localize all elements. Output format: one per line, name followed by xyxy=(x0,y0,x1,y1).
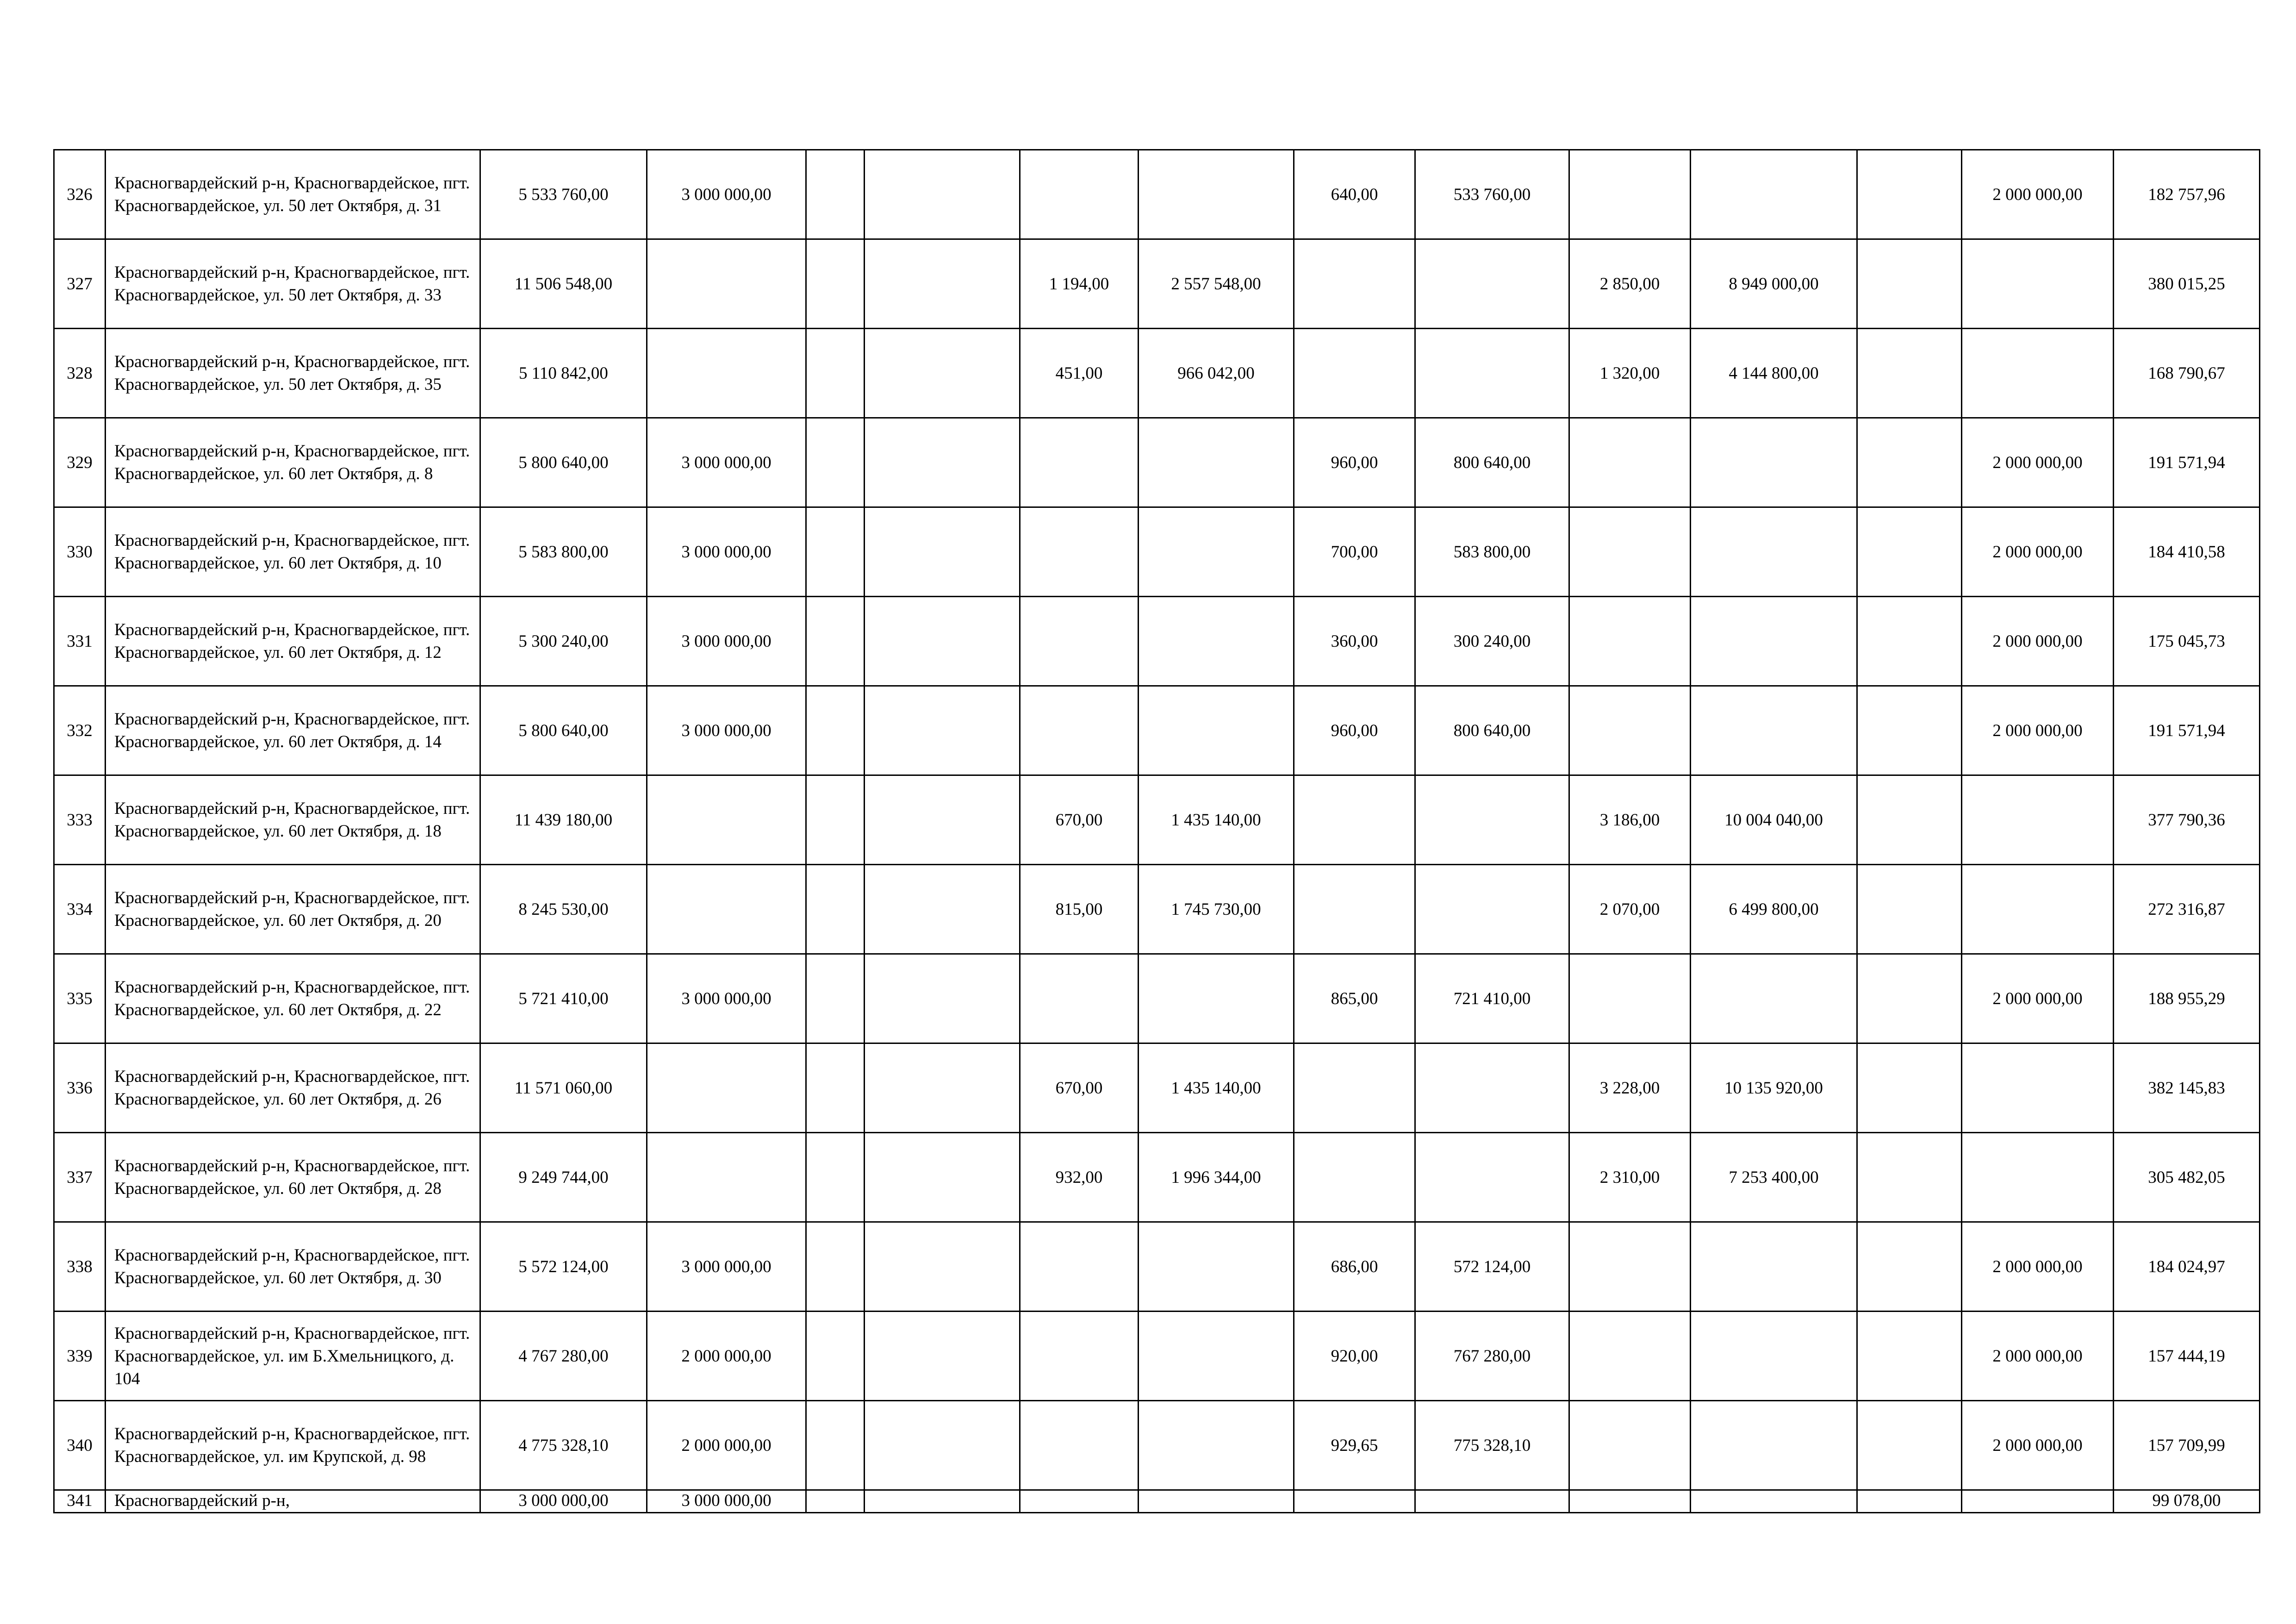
contribution-cell: 182 757,96 xyxy=(2114,150,2260,239)
table-body xyxy=(54,150,2260,1513)
volume-d-cell xyxy=(1569,1222,1691,1312)
cell-3-cell xyxy=(806,239,865,329)
cell-4-cell xyxy=(865,865,1020,954)
cost-a-cell xyxy=(647,865,806,954)
contribution-cell: 382 145,83 xyxy=(2114,1043,2260,1133)
cell-11-cell xyxy=(1857,1490,1962,1513)
table-row xyxy=(54,1222,2260,1312)
volume-b-cell xyxy=(1020,150,1139,239)
cell-3-cell xyxy=(806,1401,865,1490)
volume-c-cell: 640,00 xyxy=(1294,150,1415,239)
row-number: 341 xyxy=(54,1490,106,1513)
volume-b-cell: 670,00 xyxy=(1020,775,1139,865)
contribution-cell: 377 790,36 xyxy=(2114,775,2260,865)
volume-d-cell xyxy=(1569,597,1691,686)
cost-e-cell: 2 000 000,00 xyxy=(1962,686,2114,775)
total-cost-cell: 5 110 842,00 xyxy=(480,329,647,418)
cost-b-cell xyxy=(1139,954,1294,1043)
cell-11-cell xyxy=(1857,1222,1962,1312)
cost-c-cell: 800 640,00 xyxy=(1415,686,1569,775)
cell-11-cell xyxy=(1857,686,1962,775)
volume-c-cell xyxy=(1294,865,1415,954)
cell-3-cell xyxy=(806,507,865,597)
volume-c-cell: 960,00 xyxy=(1294,686,1415,775)
cost-c-cell: 775 328,10 xyxy=(1415,1401,1569,1490)
cell-4-cell xyxy=(865,954,1020,1043)
cell-3-cell xyxy=(806,418,865,507)
cost-d-cell xyxy=(1691,597,1857,686)
address-cell: Красногвардейский р-н, xyxy=(106,1490,480,1513)
cost-d-cell xyxy=(1691,1312,1857,1401)
table-row xyxy=(54,239,2260,329)
cell-4-cell xyxy=(865,1043,1020,1133)
cell-11-cell xyxy=(1857,865,1962,954)
cost-a-cell: 3 000 000,00 xyxy=(647,1222,806,1312)
cost-a-cell: 3 000 000,00 xyxy=(647,507,806,597)
volume-d-cell xyxy=(1569,1490,1691,1513)
volume-d-cell xyxy=(1569,150,1691,239)
contribution-cell: 272 316,87 xyxy=(2114,865,2260,954)
cost-d-cell xyxy=(1691,1490,1857,1513)
cost-b-cell: 1 745 730,00 xyxy=(1139,865,1294,954)
table-row xyxy=(54,329,2260,418)
cost-b-cell xyxy=(1139,150,1294,239)
volume-b-cell xyxy=(1020,954,1139,1043)
cost-e-cell xyxy=(1962,239,2114,329)
volume-c-cell: 865,00 xyxy=(1294,954,1415,1043)
cell-3-cell xyxy=(806,1312,865,1401)
total-cost-cell: 4 767 280,00 xyxy=(480,1312,647,1401)
address-cell: Красногвардейский р-н, Красногвардейское, пгт. Красногвардейское, ул. 50 лет Октября, д. 33 xyxy=(106,239,480,329)
table-row xyxy=(54,686,2260,775)
cost-a-cell: 3 000 000,00 xyxy=(647,597,806,686)
volume-c-cell: 686,00 xyxy=(1294,1222,1415,1312)
volume-d-cell: 1 320,00 xyxy=(1569,329,1691,418)
volume-d-cell: 2 850,00 xyxy=(1569,239,1691,329)
cell-3-cell xyxy=(806,686,865,775)
cell-11-cell xyxy=(1857,954,1962,1043)
address-cell: Красногвардейский р-н, Красногвардейское, пгт. Красногвардейское, ул. 60 лет Октября, д. 14 xyxy=(106,686,480,775)
contribution-cell: 184 024,97 xyxy=(2114,1222,2260,1312)
table-row xyxy=(54,150,2260,239)
cost-b-cell: 1 435 140,00 xyxy=(1139,775,1294,865)
cell-3-cell xyxy=(806,1222,865,1312)
row-number: 330 xyxy=(54,507,106,597)
cost-e-cell: 2 000 000,00 xyxy=(1962,1312,2114,1401)
cell-3-cell xyxy=(806,1043,865,1133)
cost-b-cell xyxy=(1139,1490,1294,1513)
cost-c-cell: 800 640,00 xyxy=(1415,418,1569,507)
address-cell: Красногвардейский р-н, Красногвардейское, пгт. Красногвардейское, ул. им Б.Хмельницкого, д. 104 xyxy=(106,1312,480,1401)
cost-e-cell: 2 000 000,00 xyxy=(1962,1401,2114,1490)
total-cost-cell: 4 775 328,10 xyxy=(480,1401,647,1490)
cell-4-cell xyxy=(865,1401,1020,1490)
cost-e-cell xyxy=(1962,1490,2114,1513)
cost-e-cell xyxy=(1962,1133,2114,1222)
total-cost-cell: 3 000 000,00 xyxy=(480,1490,647,1513)
row-number: 326 xyxy=(54,150,106,239)
row-number: 329 xyxy=(54,418,106,507)
address-cell: Красногвардейский р-н, Красногвардейское, пгт. Красногвардейское, ул. 60 лет Октября, д. 18 xyxy=(106,775,480,865)
volume-d-cell xyxy=(1569,1401,1691,1490)
table-row xyxy=(54,1133,2260,1222)
cost-b-cell xyxy=(1139,1401,1294,1490)
table-row xyxy=(54,1401,2260,1490)
cell-3-cell xyxy=(806,329,865,418)
cost-a-cell: 3 000 000,00 xyxy=(647,1490,806,1513)
cost-d-cell: 7 253 400,00 xyxy=(1691,1133,1857,1222)
volume-d-cell: 3 186,00 xyxy=(1569,775,1691,865)
volume-c-cell: 700,00 xyxy=(1294,507,1415,597)
row-number: 336 xyxy=(54,1043,106,1133)
row-number: 328 xyxy=(54,329,106,418)
address-cell: Красногвардейский р-н, Красногвардейское, пгт. Красногвардейское, ул. 50 лет Октября, д. 35 xyxy=(106,329,480,418)
cell-4-cell xyxy=(865,150,1020,239)
volume-d-cell xyxy=(1569,418,1691,507)
address-cell: Красногвардейский р-н, Красногвардейское, пгт. Красногвардейское, ул. 50 лет Октября, д. 31 xyxy=(106,150,480,239)
address-cell: Красногвардейский р-н, Красногвардейское, пгт. Красногвардейское, ул. 60 лет Октября, д. 30 xyxy=(106,1222,480,1312)
total-cost-cell: 11 506 548,00 xyxy=(480,239,647,329)
cost-d-cell xyxy=(1691,1401,1857,1490)
total-cost-cell: 5 300 240,00 xyxy=(480,597,647,686)
cell-11-cell xyxy=(1857,150,1962,239)
cell-3-cell xyxy=(806,1133,865,1222)
address-cell: Красногвардейский р-н, Красногвардейское, пгт. Красногвардейское, ул. 60 лет Октября, д. 12 xyxy=(106,597,480,686)
table-row xyxy=(54,954,2260,1043)
cell-4-cell xyxy=(865,686,1020,775)
cell-3-cell xyxy=(806,954,865,1043)
total-cost-cell: 8 245 530,00 xyxy=(480,865,647,954)
contribution-cell: 191 571,94 xyxy=(2114,686,2260,775)
cost-e-cell: 2 000 000,00 xyxy=(1962,150,2114,239)
row-number: 334 xyxy=(54,865,106,954)
cost-b-cell xyxy=(1139,597,1294,686)
volume-c-cell xyxy=(1294,1133,1415,1222)
volume-d-cell: 2 070,00 xyxy=(1569,865,1691,954)
cell-11-cell xyxy=(1857,1312,1962,1401)
cell-4-cell xyxy=(865,597,1020,686)
row-number: 340 xyxy=(54,1401,106,1490)
cost-c-cell xyxy=(1415,329,1569,418)
cost-d-cell xyxy=(1691,1222,1857,1312)
cost-c-cell xyxy=(1415,775,1569,865)
row-number: 338 xyxy=(54,1222,106,1312)
cost-e-cell: 2 000 000,00 xyxy=(1962,1222,2114,1312)
cell-4-cell xyxy=(865,1222,1020,1312)
table-row xyxy=(54,507,2260,597)
volume-b-cell: 1 194,00 xyxy=(1020,239,1139,329)
cost-a-cell xyxy=(647,1043,806,1133)
cost-a-cell xyxy=(647,329,806,418)
total-cost-cell: 5 721 410,00 xyxy=(480,954,647,1043)
volume-b-cell xyxy=(1020,1222,1139,1312)
cost-a-cell: 3 000 000,00 xyxy=(647,418,806,507)
contribution-cell: 188 955,29 xyxy=(2114,954,2260,1043)
cost-b-cell xyxy=(1139,507,1294,597)
cost-d-cell: 10 135 920,00 xyxy=(1691,1043,1857,1133)
cost-a-cell xyxy=(647,239,806,329)
volume-b-cell xyxy=(1020,597,1139,686)
cost-b-cell: 2 557 548,00 xyxy=(1139,239,1294,329)
table-row xyxy=(54,1312,2260,1401)
contribution-cell: 305 482,05 xyxy=(2114,1133,2260,1222)
cost-d-cell: 6 499 800,00 xyxy=(1691,865,1857,954)
cost-b-cell xyxy=(1139,1222,1294,1312)
cell-3-cell xyxy=(806,865,865,954)
row-number: 335 xyxy=(54,954,106,1043)
cost-a-cell: 2 000 000,00 xyxy=(647,1401,806,1490)
cost-c-cell xyxy=(1415,1490,1569,1513)
cost-d-cell xyxy=(1691,418,1857,507)
row-number: 332 xyxy=(54,686,106,775)
cost-e-cell xyxy=(1962,775,2114,865)
cost-e-cell: 2 000 000,00 xyxy=(1962,597,2114,686)
cell-11-cell xyxy=(1857,597,1962,686)
address-cell: Красногвардейский р-н, Красногвардейское, пгт. Красногвардейское, ул. 60 лет Октября, д. 22 xyxy=(106,954,480,1043)
volume-d-cell xyxy=(1569,954,1691,1043)
volume-c-cell: 360,00 xyxy=(1294,597,1415,686)
cost-c-cell: 572 124,00 xyxy=(1415,1222,1569,1312)
volume-b-cell: 670,00 xyxy=(1020,1043,1139,1133)
address-cell: Красногвардейский р-н, Красногвардейское, пгт. Красногвардейское, ул. им Крупской, д. 98 xyxy=(106,1401,480,1490)
cell-11-cell xyxy=(1857,507,1962,597)
volume-b-cell xyxy=(1020,1490,1139,1513)
cost-d-cell xyxy=(1691,150,1857,239)
volume-b-cell: 932,00 xyxy=(1020,1133,1139,1222)
cost-d-cell xyxy=(1691,507,1857,597)
address-cell: Красногвардейский р-н, Красногвардейское, пгт. Красногвардейское, ул. 60 лет Октября, д. 28 xyxy=(106,1133,480,1222)
cost-e-cell xyxy=(1962,865,2114,954)
housing-registry-table xyxy=(53,149,2260,1513)
contribution-cell: 191 571,94 xyxy=(2114,418,2260,507)
volume-b-cell xyxy=(1020,1312,1139,1401)
cost-e-cell: 2 000 000,00 xyxy=(1962,418,2114,507)
cost-a-cell xyxy=(647,1133,806,1222)
cost-d-cell xyxy=(1691,686,1857,775)
cost-c-cell xyxy=(1415,865,1569,954)
volume-b-cell: 451,00 xyxy=(1020,329,1139,418)
total-cost-cell: 5 800 640,00 xyxy=(480,418,647,507)
contribution-cell: 380 015,25 xyxy=(2114,239,2260,329)
cost-e-cell xyxy=(1962,329,2114,418)
cell-3-cell xyxy=(806,150,865,239)
total-cost-cell: 5 572 124,00 xyxy=(480,1222,647,1312)
cost-c-cell: 583 800,00 xyxy=(1415,507,1569,597)
cost-b-cell xyxy=(1139,686,1294,775)
cell-4-cell xyxy=(865,1133,1020,1222)
address-cell: Красногвардейский р-н, Красногвардейское, пгт. Красногвардейское, ул. 60 лет Октября, д. 8 xyxy=(106,418,480,507)
total-cost-cell: 11 571 060,00 xyxy=(480,1043,647,1133)
cost-c-cell xyxy=(1415,1133,1569,1222)
volume-d-cell xyxy=(1569,686,1691,775)
contribution-cell: 184 410,58 xyxy=(2114,507,2260,597)
cost-b-cell xyxy=(1139,1312,1294,1401)
total-cost-cell: 11 439 180,00 xyxy=(480,775,647,865)
cell-11-cell xyxy=(1857,329,1962,418)
cost-e-cell: 2 000 000,00 xyxy=(1962,507,2114,597)
volume-b-cell xyxy=(1020,1401,1139,1490)
registry-table-page xyxy=(53,149,2260,1513)
row-number: 331 xyxy=(54,597,106,686)
volume-b-cell xyxy=(1020,507,1139,597)
cost-a-cell xyxy=(647,775,806,865)
cost-d-cell: 10 004 040,00 xyxy=(1691,775,1857,865)
cost-b-cell: 1 435 140,00 xyxy=(1139,1043,1294,1133)
cost-c-cell: 533 760,00 xyxy=(1415,150,1569,239)
cost-d-cell: 8 949 000,00 xyxy=(1691,239,1857,329)
cell-3-cell xyxy=(806,775,865,865)
total-cost-cell: 9 249 744,00 xyxy=(480,1133,647,1222)
contribution-cell: 168 790,67 xyxy=(2114,329,2260,418)
cost-b-cell: 966 042,00 xyxy=(1139,329,1294,418)
cost-d-cell: 4 144 800,00 xyxy=(1691,329,1857,418)
table-row xyxy=(54,1490,2260,1513)
contribution-cell: 157 444,19 xyxy=(2114,1312,2260,1401)
cost-c-cell: 300 240,00 xyxy=(1415,597,1569,686)
table-row xyxy=(54,1043,2260,1133)
contribution-cell: 157 709,99 xyxy=(2114,1401,2260,1490)
cell-4-cell xyxy=(865,507,1020,597)
cell-4-cell xyxy=(865,1490,1020,1513)
volume-d-cell: 3 228,00 xyxy=(1569,1043,1691,1133)
cost-b-cell xyxy=(1139,418,1294,507)
address-cell: Красногвардейский р-н, Красногвардейское, пгт. Красногвардейское, ул. 60 лет Октября, д. 10 xyxy=(106,507,480,597)
table-row xyxy=(54,865,2260,954)
cost-d-cell xyxy=(1691,954,1857,1043)
cell-4-cell xyxy=(865,329,1020,418)
cell-3-cell xyxy=(806,1490,865,1513)
cell-3-cell xyxy=(806,597,865,686)
volume-d-cell xyxy=(1569,507,1691,597)
cell-11-cell xyxy=(1857,1401,1962,1490)
cell-11-cell xyxy=(1857,775,1962,865)
row-number: 337 xyxy=(54,1133,106,1222)
volume-c-cell: 920,00 xyxy=(1294,1312,1415,1401)
cost-e-cell: 2 000 000,00 xyxy=(1962,954,2114,1043)
row-number: 339 xyxy=(54,1312,106,1401)
address-cell: Красногвардейский р-н, Красногвардейское, пгт. Красногвардейское, ул. 60 лет Октября, д. 20 xyxy=(106,865,480,954)
table-row xyxy=(54,597,2260,686)
volume-c-cell xyxy=(1294,1043,1415,1133)
total-cost-cell: 5 583 800,00 xyxy=(480,507,647,597)
volume-c-cell: 929,65 xyxy=(1294,1401,1415,1490)
volume-b-cell xyxy=(1020,418,1139,507)
cell-11-cell xyxy=(1857,239,1962,329)
cell-4-cell xyxy=(865,418,1020,507)
volume-c-cell xyxy=(1294,239,1415,329)
cost-a-cell: 3 000 000,00 xyxy=(647,686,806,775)
cost-a-cell: 2 000 000,00 xyxy=(647,1312,806,1401)
volume-d-cell: 2 310,00 xyxy=(1569,1133,1691,1222)
volume-d-cell xyxy=(1569,1312,1691,1401)
row-number: 333 xyxy=(54,775,106,865)
volume-c-cell xyxy=(1294,775,1415,865)
row-number: 327 xyxy=(54,239,106,329)
cost-a-cell: 3 000 000,00 xyxy=(647,954,806,1043)
volume-b-cell xyxy=(1020,686,1139,775)
cost-c-cell: 721 410,00 xyxy=(1415,954,1569,1043)
cost-a-cell: 3 000 000,00 xyxy=(647,150,806,239)
volume-b-cell: 815,00 xyxy=(1020,865,1139,954)
cell-4-cell xyxy=(865,1312,1020,1401)
cell-4-cell xyxy=(865,775,1020,865)
cell-11-cell xyxy=(1857,1043,1962,1133)
volume-c-cell: 960,00 xyxy=(1294,418,1415,507)
volume-c-cell xyxy=(1294,329,1415,418)
total-cost-cell: 5 800 640,00 xyxy=(480,686,647,775)
address-cell: Красногвардейский р-н, Красногвардейское, пгт. Красногвардейское, ул. 60 лет Октября, д. 26 xyxy=(106,1043,480,1133)
cost-c-cell xyxy=(1415,1043,1569,1133)
cell-11-cell xyxy=(1857,418,1962,507)
contribution-cell: 99 078,00 xyxy=(2114,1490,2260,1513)
cost-e-cell xyxy=(1962,1043,2114,1133)
cost-b-cell: 1 996 344,00 xyxy=(1139,1133,1294,1222)
table-row xyxy=(54,418,2260,507)
cell-11-cell xyxy=(1857,1133,1962,1222)
cell-4-cell xyxy=(865,239,1020,329)
cost-c-cell xyxy=(1415,239,1569,329)
table-row xyxy=(54,775,2260,865)
total-cost-cell: 5 533 760,00 xyxy=(480,150,647,239)
cost-c-cell: 767 280,00 xyxy=(1415,1312,1569,1401)
contribution-cell: 175 045,73 xyxy=(2114,597,2260,686)
volume-c-cell xyxy=(1294,1490,1415,1513)
